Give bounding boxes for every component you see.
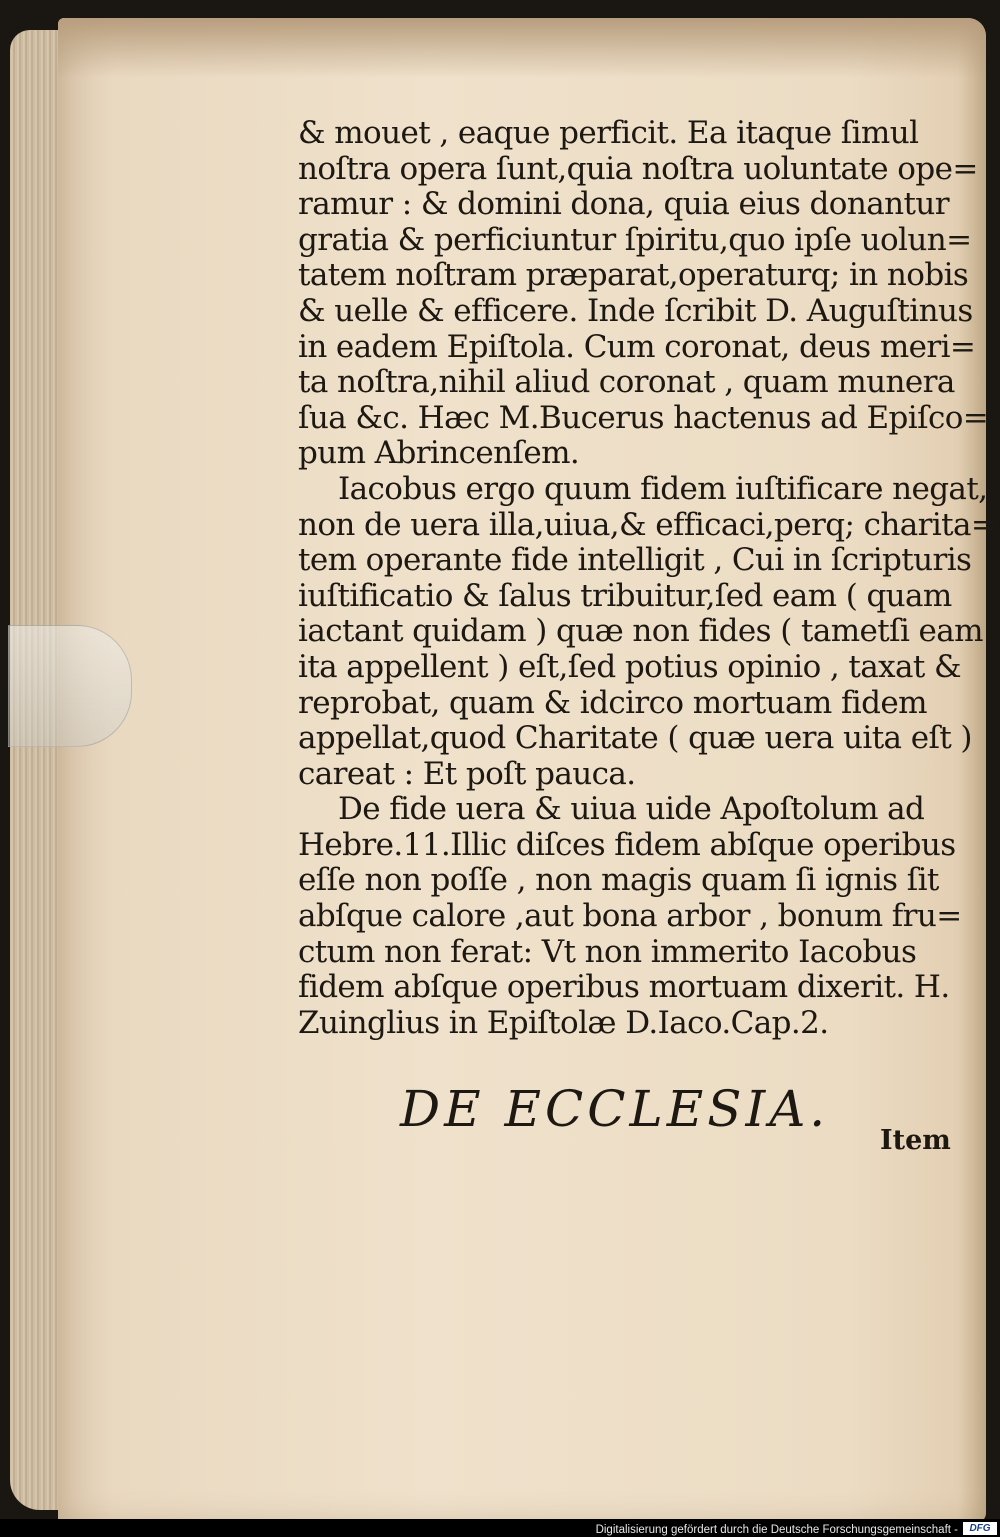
text-line: eſſe non poſſe , non magis quam ſi ignis ſit (298, 862, 939, 899)
text-line: Hebre.11.Illic diſces fidem abſque operibus (298, 826, 956, 863)
text-line: abſque calore ,aut bona arbor , bonum fru= (298, 898, 962, 935)
text-line: ta noſtra,nihil aliud coronat , quam munera (298, 364, 955, 401)
text-line: & uelle & efficere. Inde ſcribit D. Auguſtinus (298, 292, 973, 329)
text-line: non de uera illa,uiua,& efficaci,perq; charita= (298, 506, 997, 543)
text-line: ctum non ferat: Vt non immerito Iacobus (298, 933, 917, 970)
footer-credit: Digitalisierung gefördert durch die Deutsche Forschungsgemeinschaft - (595, 1524, 958, 1536)
page-clip (8, 625, 132, 747)
text-line: reprobat, quam & idcirco mortuam fidem (298, 684, 927, 721)
text-line: in eadem Epiſtola. Cum coronat, deus meri= (298, 328, 976, 365)
footer-bar (0, 1519, 1000, 1537)
text-line: Zuinglius in Epiſtolæ D.Iaco.Cap.2. (298, 1004, 829, 1041)
text-line: tatem noſtram præparat,operaturq; in nobis (298, 257, 969, 294)
text-line: careat : Et poſt pauca. (298, 755, 636, 792)
text-line: & mouet , eaque perficit. Ea itaque ſimul (298, 115, 919, 151)
text-line: tem operante fide intelligit , Cui in ſcripturis (298, 542, 972, 579)
text-line: ita appellent ) eſt,ſed potius opinio , taxat & (298, 648, 962, 685)
section-heading: DE ECCLESIA. (400, 1080, 830, 1138)
text-line: iactant quidam ) quæ non fides ( tametſi eam (298, 613, 983, 650)
text-line: appellat,quod Charitate ( quæ uera uita eſt ) (298, 720, 972, 757)
text-line: Iacobus ergo quum fidem iuſtificare negat, (338, 470, 988, 507)
body-text (298, 115, 997, 1041)
dfg-logo: DFG (963, 1522, 997, 1535)
text-line: ramur : & domini dona, quia eius donantur (298, 186, 949, 223)
catchword: Item (880, 1125, 951, 1156)
text-line: gratia & perficiuntur ſpiritu,quo ipſe uolun= (298, 221, 972, 258)
text-line: iuſtificatio & ſalus tribuitur,ſed eam ( quam (298, 577, 952, 614)
show-through-text (300, 1140, 940, 1230)
text-line: pum Abrincenſem. (298, 435, 580, 472)
text-line: noſtra opera ſunt,quia noſtra uoluntate ope= (298, 150, 978, 187)
text-line: fidem abſque operibus mortuam dixerit. H. (298, 969, 950, 1006)
text-line: ſua &c. Hæc M.Bucerus hactenus ad Epiſco= (298, 399, 989, 436)
text-line: De fide uera & uiua uide Apoſtolum ad (338, 791, 925, 828)
